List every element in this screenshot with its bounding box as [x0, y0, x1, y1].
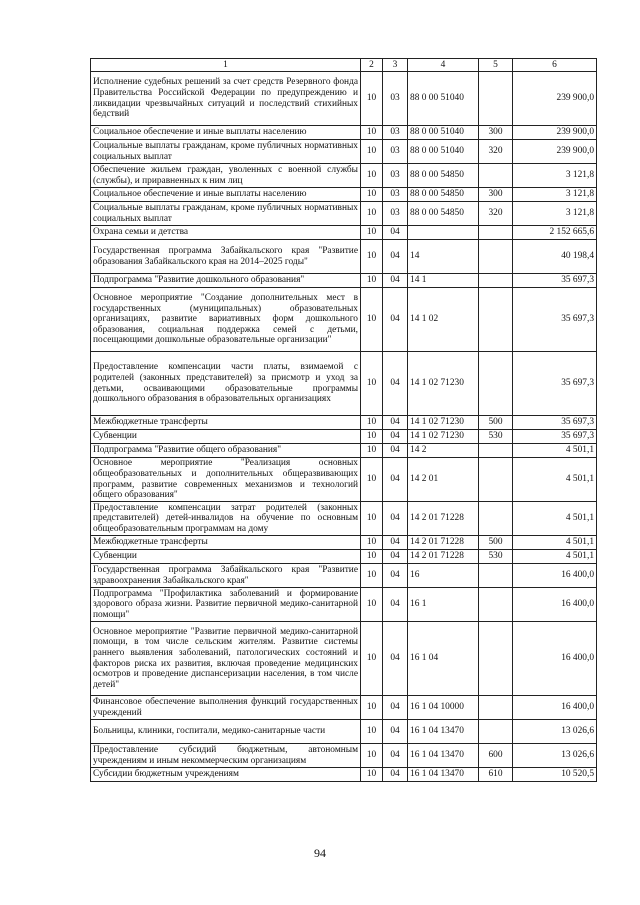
table-row	[91, 164, 597, 188]
cell-subsection: 03	[383, 140, 408, 164]
cell-expense-type	[479, 622, 513, 696]
cell-expense-type	[479, 564, 513, 588]
cell-subsection: 04	[383, 288, 408, 352]
cell-expense-type: 500	[479, 416, 513, 430]
cell-name: Больницы, клиники, госпитали, медико-санитарные части	[91, 720, 361, 744]
cell-section: 10	[361, 720, 383, 744]
cell-target-item: 88 0 00 51040	[408, 140, 479, 164]
cell-expense-type	[479, 720, 513, 744]
cell-section: 10	[361, 622, 383, 696]
cell-amount: 16 400,0	[513, 622, 597, 696]
table-row	[91, 444, 597, 458]
cell-expense-type: 530	[479, 430, 513, 444]
cell-section: 10	[361, 744, 383, 768]
table-row	[91, 352, 597, 416]
cell-subsection: 04	[383, 744, 408, 768]
cell-section: 10	[361, 564, 383, 588]
cell-amount: 239 900,0	[513, 126, 597, 140]
cell-expense-type	[479, 444, 513, 458]
cell-target-item: 14 1 02 71230	[408, 430, 479, 444]
cell-name: Предоставление субсидий бюджетным, автономным учреждениям и иным некоммерческим организациям	[91, 744, 361, 768]
column-number-6: 6	[513, 59, 597, 72]
column-number-row	[91, 59, 597, 72]
table-row	[91, 744, 597, 768]
cell-section: 10	[361, 536, 383, 550]
cell-target-item: 16 1	[408, 588, 479, 622]
cell-section: 10	[361, 768, 383, 782]
cell-target-item: 14 2 01	[408, 458, 479, 502]
cell-amount: 4 501,1	[513, 550, 597, 564]
cell-subsection: 03	[383, 126, 408, 140]
cell-expense-type	[479, 588, 513, 622]
cell-subsection: 04	[383, 696, 408, 720]
cell-name: Государственная программа Забайкальского края "Развитие образования Забайкальского края на 2014–2025 годы"	[91, 240, 361, 274]
cell-target-item: 16	[408, 564, 479, 588]
cell-subsection: 04	[383, 444, 408, 458]
table-row	[91, 72, 597, 126]
cell-target-item: 16 1 04 10000	[408, 696, 479, 720]
cell-subsection: 04	[383, 430, 408, 444]
cell-section: 10	[361, 140, 383, 164]
cell-amount: 13 026,6	[513, 744, 597, 768]
table-row	[91, 240, 597, 274]
cell-target-item: 14 1 02 71230	[408, 352, 479, 416]
cell-name: Межбюджетные трансферты	[91, 416, 361, 430]
cell-section: 10	[361, 274, 383, 288]
cell-subsection: 04	[383, 352, 408, 416]
column-number-1: 1	[91, 59, 361, 72]
cell-name: Социальные выплаты гражданам, кроме публичных нормативных социальных выплат	[91, 202, 361, 226]
table-row	[91, 188, 597, 202]
cell-target-item: 14	[408, 240, 479, 274]
cell-amount: 3 121,8	[513, 188, 597, 202]
cell-section: 10	[361, 126, 383, 140]
table-body	[91, 59, 597, 782]
cell-amount: 239 900,0	[513, 72, 597, 126]
cell-target-item: 16 1 04	[408, 622, 479, 696]
cell-expense-type	[479, 240, 513, 274]
table-row	[91, 140, 597, 164]
column-number-3: 3	[383, 59, 408, 72]
cell-name: Основное мероприятие "Развитие первичной медико-санитарной помощи, в том числе сельским жителям. Развитие системы раннего выявления заболеваний, патологических состояний и факторов риска их развития, включая проведение медицинских осмотров и проведение диспансеризации населения, в том числе детей"	[91, 622, 361, 696]
table-row	[91, 274, 597, 288]
cell-target-item: 16 1 04 13470	[408, 720, 479, 744]
cell-amount: 2 152 665,6	[513, 226, 597, 240]
cell-section: 10	[361, 588, 383, 622]
cell-subsection: 03	[383, 72, 408, 126]
cell-amount: 16 400,0	[513, 564, 597, 588]
cell-name: Основное мероприятие "Реализация основных общеобразовательных и дополнительных общеразвивающих программ, развитие современных механизмов и технологий общего образования"	[91, 458, 361, 502]
cell-amount: 13 026,6	[513, 720, 597, 744]
cell-amount: 4 501,1	[513, 444, 597, 458]
cell-target-item: 14 2 01 71228	[408, 502, 479, 536]
cell-target-item: 16 1 04 13470	[408, 768, 479, 782]
table-row	[91, 536, 597, 550]
cell-name: Социальные выплаты гражданам, кроме публичных нормативных социальных выплат	[91, 140, 361, 164]
cell-subsection: 03	[383, 164, 408, 188]
cell-subsection: 04	[383, 274, 408, 288]
cell-name: Обеспечение жильем граждан, уволенных с военной службы (службы), и приравненных к ним лиц	[91, 164, 361, 188]
column-number-4: 4	[408, 59, 479, 72]
cell-name: Межбюджетные трансферты	[91, 536, 361, 550]
cell-subsection: 04	[383, 720, 408, 744]
cell-expense-type: 610	[479, 768, 513, 782]
table-row	[91, 564, 597, 588]
cell-target-item: 88 0 00 54850	[408, 202, 479, 226]
cell-expense-type: 600	[479, 744, 513, 768]
cell-subsection: 04	[383, 550, 408, 564]
cell-name: Финансовое обеспечение выполнения функций государственных учреждений	[91, 696, 361, 720]
cell-section: 10	[361, 458, 383, 502]
cell-subsection: 04	[383, 240, 408, 274]
cell-target-item	[408, 226, 479, 240]
cell-target-item: 88 0 00 51040	[408, 126, 479, 140]
cell-expense-type	[479, 72, 513, 126]
cell-subsection: 04	[383, 564, 408, 588]
cell-amount: 4 501,1	[513, 502, 597, 536]
cell-name: Подпрограмма "Профилактика заболеваний и формирование здорового образа жизни. Развитие первичной медико-санитарной помощи"	[91, 588, 361, 622]
cell-expense-type	[479, 502, 513, 536]
cell-amount: 239 900,0	[513, 140, 597, 164]
column-number-5: 5	[479, 59, 513, 72]
cell-target-item: 14 2 01 71228	[408, 550, 479, 564]
cell-name: Предоставление компенсации части платы, взимаемой с родителей (законных представителей) за присмотр и уход за детьми, осваивающими образовательные программы дошкольного образования в образовательных организациях	[91, 352, 361, 416]
cell-expense-type	[479, 696, 513, 720]
column-number-2: 2	[361, 59, 383, 72]
table-row	[91, 768, 597, 782]
cell-amount: 35 697,3	[513, 274, 597, 288]
page-number: 94	[314, 846, 326, 860]
cell-name: Субвенции	[91, 550, 361, 564]
cell-name: Субвенции	[91, 430, 361, 444]
cell-section: 10	[361, 696, 383, 720]
table-row	[91, 126, 597, 140]
table-row	[91, 502, 597, 536]
cell-target-item: 14 2 01 71228	[408, 536, 479, 550]
table-row	[91, 458, 597, 502]
cell-target-item: 14 2	[408, 444, 479, 458]
table-row	[91, 288, 597, 352]
cell-expense-type	[479, 226, 513, 240]
cell-amount: 35 697,3	[513, 430, 597, 444]
cell-expense-type: 320	[479, 202, 513, 226]
cell-section: 10	[361, 416, 383, 430]
cell-target-item: 88 0 00 54850	[408, 188, 479, 202]
cell-target-item: 14 1	[408, 274, 479, 288]
cell-amount: 4 501,1	[513, 458, 597, 502]
cell-amount: 16 400,0	[513, 588, 597, 622]
cell-subsection: 04	[383, 502, 408, 536]
table-row	[91, 696, 597, 720]
cell-subsection: 04	[383, 458, 408, 502]
cell-target-item: 14 1 02	[408, 288, 479, 352]
cell-section: 10	[361, 164, 383, 188]
cell-expense-type	[479, 352, 513, 416]
cell-expense-type	[479, 164, 513, 188]
cell-expense-type	[479, 288, 513, 352]
cell-expense-type	[479, 458, 513, 502]
cell-amount: 10 520,5	[513, 768, 597, 782]
cell-section: 10	[361, 352, 383, 416]
cell-section: 10	[361, 226, 383, 240]
table-row	[91, 430, 597, 444]
cell-section: 10	[361, 444, 383, 458]
cell-name: Социальное обеспечение и иные выплаты населению	[91, 188, 361, 202]
cell-name: Основное мероприятие "Создание дополнительных мест в государственных (муниципальных) образовательных организациях, развитие вариативных форм дошкольного образования, социальная поддержка семей с детьми, посещающими дошкольные образовательные организации"	[91, 288, 361, 352]
cell-amount: 35 697,3	[513, 416, 597, 430]
cell-section: 10	[361, 288, 383, 352]
cell-subsection: 03	[383, 188, 408, 202]
cell-section: 10	[361, 430, 383, 444]
cell-subsection: 03	[383, 202, 408, 226]
cell-subsection: 04	[383, 622, 408, 696]
cell-amount: 35 697,3	[513, 352, 597, 416]
cell-name: Подпрограмма "Развитие общего образования"	[91, 444, 361, 458]
cell-name: Государственная программа Забайкальского края "Развитие здравоохранения Забайкальского края"	[91, 564, 361, 588]
cell-amount: 3 121,8	[513, 164, 597, 188]
cell-target-item: 14 1 02 71230	[408, 416, 479, 430]
table-row	[91, 202, 597, 226]
cell-name: Предоставление компенсации затрат родителей (законных представителей) детей-инвалидов на обучение по основным общеобразовательным программам на дому	[91, 502, 361, 536]
cell-expense-type: 300	[479, 126, 513, 140]
cell-section: 10	[361, 72, 383, 126]
cell-amount: 40 198,4	[513, 240, 597, 274]
cell-name: Субсидии бюджетным учреждениям	[91, 768, 361, 782]
cell-subsection: 04	[383, 768, 408, 782]
cell-expense-type: 300	[479, 188, 513, 202]
cell-target-item: 88 0 00 54850	[408, 164, 479, 188]
table-row	[91, 550, 597, 564]
cell-expense-type: 530	[479, 550, 513, 564]
cell-section: 10	[361, 202, 383, 226]
table-row	[91, 622, 597, 696]
cell-name: Исполнение судебных решений за счет средств Резервного фонда Правительства Российской Федерации по предупреждению и ликвидации чрезвычайных ситуаций и последствий стихийных бедствий	[91, 72, 361, 126]
cell-expense-type: 320	[479, 140, 513, 164]
cell-amount: 16 400,0	[513, 696, 597, 720]
cell-subsection: 04	[383, 226, 408, 240]
cell-target-item: 88 0 00 51040	[408, 72, 479, 126]
cell-subsection: 04	[383, 536, 408, 550]
table-row	[91, 720, 597, 744]
table-row	[91, 588, 597, 622]
cell-name: Социальное обеспечение и иные выплаты населению	[91, 126, 361, 140]
cell-target-item: 16 1 04 13470	[408, 744, 479, 768]
cell-amount: 3 121,8	[513, 202, 597, 226]
table-row	[91, 226, 597, 240]
cell-name: Охрана семьи и детства	[91, 226, 361, 240]
table-row	[91, 416, 597, 430]
cell-name: Подпрограмма "Развитие дошкольного образования"	[91, 274, 361, 288]
cell-subsection: 04	[383, 416, 408, 430]
cell-amount: 35 697,3	[513, 288, 597, 352]
cell-section: 10	[361, 240, 383, 274]
cell-expense-type: 500	[479, 536, 513, 550]
cell-section: 10	[361, 188, 383, 202]
cell-expense-type	[479, 274, 513, 288]
cell-section: 10	[361, 550, 383, 564]
cell-amount: 4 501,1	[513, 536, 597, 550]
cell-section: 10	[361, 502, 383, 536]
budget-table	[90, 58, 597, 782]
cell-subsection: 04	[383, 588, 408, 622]
